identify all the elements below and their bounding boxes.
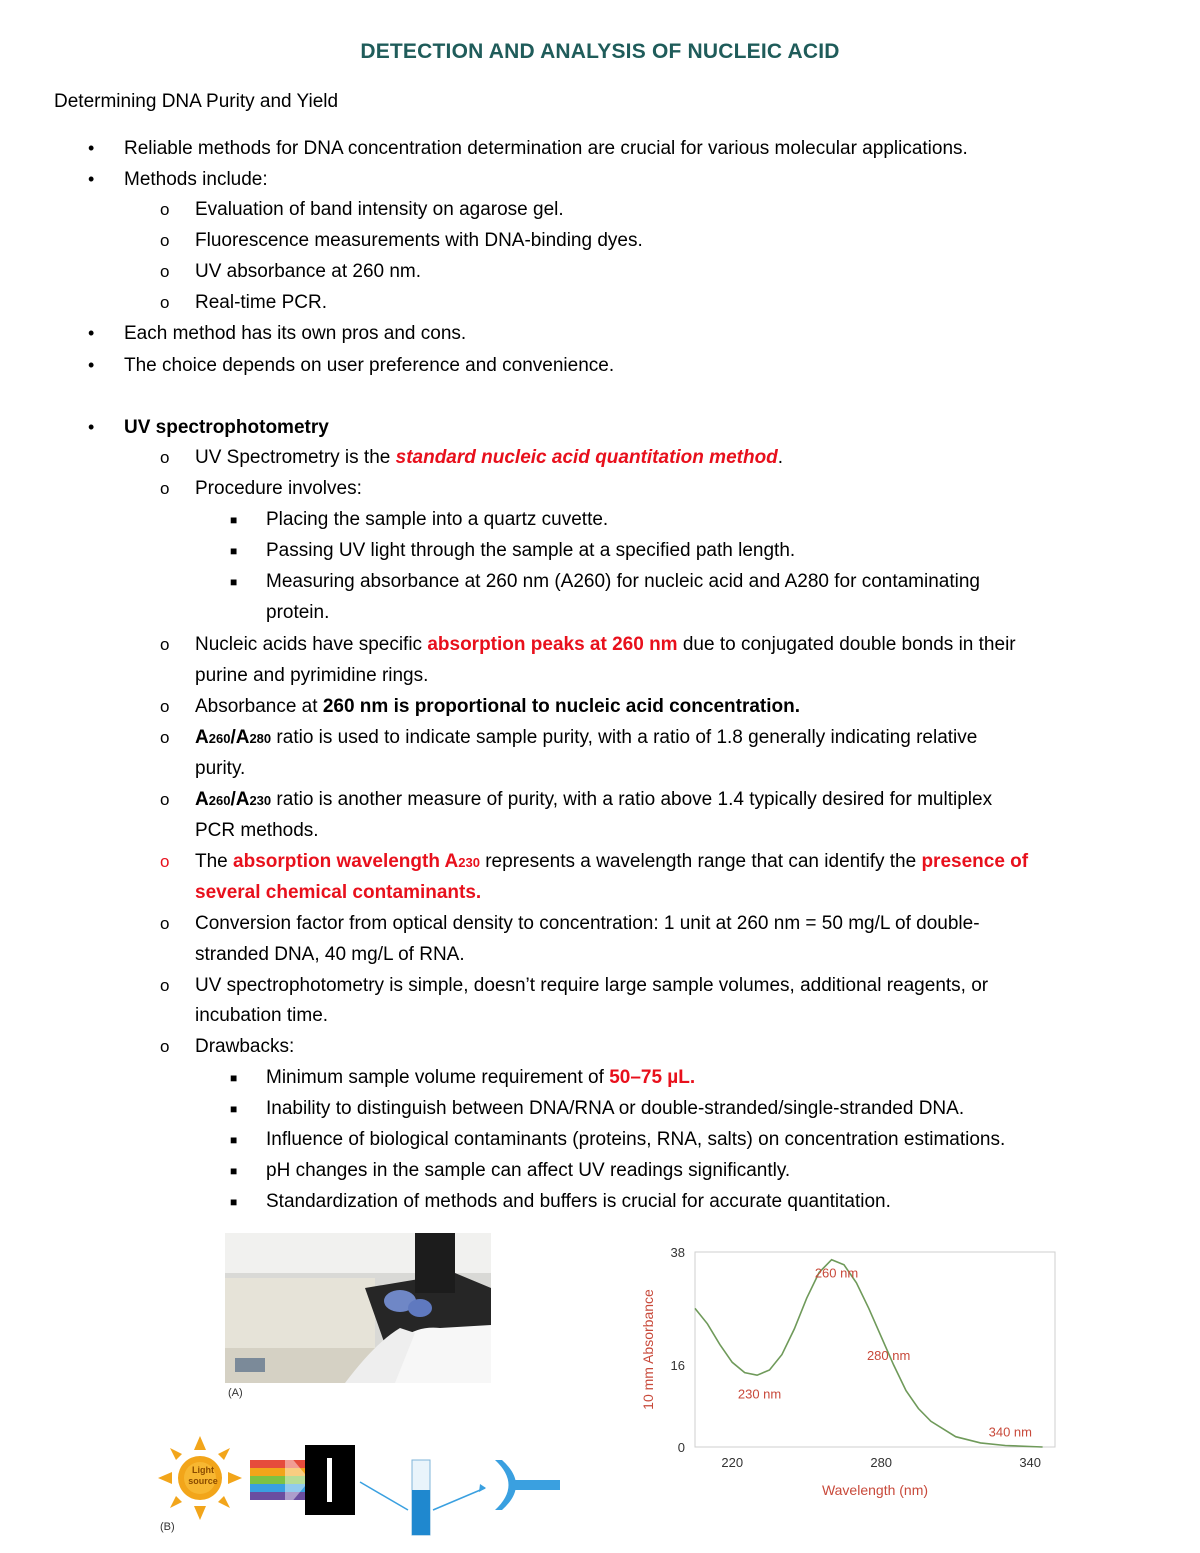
bullet-marker: o [160,1037,170,1056]
figure-label-a: (A) [228,1387,243,1399]
bullet-marker: o [160,479,170,498]
bullet-marker: • [88,169,95,189]
list-item-continuation: purity. [195,758,246,779]
light-path [433,1488,485,1510]
emphasis-text: 260 nm is proportional to nucleic acid concentration. [322,696,801,717]
bullet-marker: o [160,697,170,716]
list-item: A260/A280 ratio is used to indicate sample purity, with a ratio of 1.8 generally indicating relative [195,727,978,748]
light-source-label: Light source [188,1465,218,1486]
x-axis-label: Wavelength (nm) [821,1482,929,1498]
list-item: Measuring absorbance at 260 nm (A260) for nucleic acid and A280 for contaminating [266,571,980,592]
list-item-continuation: incubation time. [195,1005,329,1026]
list-item-continuation: purine and pyrimidine rings. [195,665,429,686]
section-heading: UV spectrophotometry [124,417,329,438]
bullet-marker: ■ [230,1071,238,1085]
y-tick-label: 16 [670,1357,685,1373]
bullet-marker: o [160,448,170,467]
list-item-continuation: PCR methods. [195,820,319,841]
bullet-marker: ■ [230,1133,238,1147]
y-axis-label: 10 mm Absorbance [640,1289,656,1410]
section-subtitle: Determining DNA Purity and Yield [54,91,339,112]
list-item: Conversion factor from optical density to concentration: 1 unit at 260 nm = 50 mg/L of double- [195,913,980,934]
figure-label-b: (B) [160,1521,175,1533]
bullet-marker: ■ [230,544,238,558]
list-item-continuation: several chemical contaminants. [195,882,482,903]
list-item: Minimum sample volume requirement of 50–75 µL. [266,1067,696,1088]
list-item: Each method has its own pros and cons. [124,323,467,344]
list-item: Placing the sample into a quartz cuvette. [266,509,609,530]
bullet-marker: o [160,293,170,312]
list-item: Passing UV light through the sample at a specified path length. [266,540,796,561]
bullet-marker: • [88,138,95,158]
highlight-text: 50–75 µL. [609,1067,696,1088]
x-tick-label: 220 [721,1455,744,1470]
bullet-marker: ■ [230,1102,238,1116]
bullet-marker: • [88,323,95,343]
absorbance-chart [635,1240,1065,1520]
x-tick-label: 280 [870,1455,893,1470]
list-item: The choice depends on user preference and convenience. [124,355,615,376]
detector-icon [495,1460,560,1510]
bullet-marker: ■ [230,1164,238,1178]
list-item-continuation: stranded DNA, 40 mg/L of RNA. [195,944,465,965]
bullet-marker: o [160,200,170,219]
bullet-marker: o [160,728,170,747]
highlight-text: absorption peaks at 260 nm [427,634,678,655]
y-tick-label: 0 [677,1440,685,1455]
list-item: Procedure involves: [195,478,362,499]
peak-annotation: 340 nm [988,1424,1032,1440]
y-tick-label: 38 [670,1245,685,1260]
peak-annotation: 260 nm [814,1265,859,1281]
bullet-marker: ■ [230,513,238,527]
list-item: The absorption wavelength A230 represents a wavelength range that can identify the presence of [195,851,1029,872]
list-item: Standardization of methods and buffers is crucial for accurate quantitation. [266,1191,891,1212]
list-item: UV absorbance at 260 nm. [195,261,422,282]
peak-annotation: 280 nm [866,1347,911,1363]
spectrophotometer-photo [225,1233,491,1383]
arrow-icon [479,1484,486,1492]
list-item: A260/A230 ratio is another measure of purity, with a ratio above 1.4 typically desired for multiplex [195,789,993,810]
list-item: Real-time PCR. [195,292,327,313]
x-tick-label: 340 [1019,1455,1042,1470]
bullet-marker: o [160,231,170,250]
peak-annotation: 230 nm [737,1386,782,1402]
bullet-marker: o [160,976,170,995]
list-item: Evaluation of band intensity on agarose gel. [195,199,564,220]
list-item: pH changes in the sample can affect UV readings significantly. [266,1160,791,1181]
bullet-marker: o [160,852,170,871]
light-path [360,1482,408,1510]
prism-icon [250,1450,310,1510]
cuvette-icon [412,1460,430,1535]
list-item-continuation: protein. [266,602,330,623]
list-item: Influence of biological contaminants (proteins, RNA, salts) on concentration estimations. [266,1129,1006,1150]
list-item: UV spectrophotometry is simple, doesn’t require large sample volumes, additional reagents, or [195,975,989,996]
bullet-marker: o [160,914,170,933]
page-title: DETECTION AND ANALYSIS OF NUCLEIC ACID [360,40,840,63]
bullet-marker: ■ [230,575,238,589]
list-item: Inability to distinguish between DNA/RNA or double-stranded/single-stranded DNA. [266,1098,965,1119]
list-item: UV Spectrometry is the standard nucleic acid quantitation method. [195,447,784,468]
list-item: Reliable methods for DNA concentration determination are crucial for various molecular applications. [124,138,968,159]
bullet-marker: o [160,790,170,809]
list-item: Methods include: [124,169,268,190]
list-item: Fluorescence measurements with DNA-binding dyes. [195,230,643,251]
bullet-marker: o [160,262,170,281]
bullet-marker: • [88,417,95,437]
bullet-marker: • [88,355,95,375]
slit [327,1458,332,1502]
highlight-text: standard nucleic acid quantitation method [395,447,778,468]
bullet-marker: o [160,635,170,654]
list-item: Drawbacks: [195,1036,295,1057]
list-item: Absorbance at 260 nm is proportional to nucleic acid concentration. [195,696,801,717]
list-item: Nucleic acids have specific absorption peaks at 260 nm due to conjugated double bonds in their [195,634,1016,655]
bullet-marker: ■ [230,1195,238,1209]
